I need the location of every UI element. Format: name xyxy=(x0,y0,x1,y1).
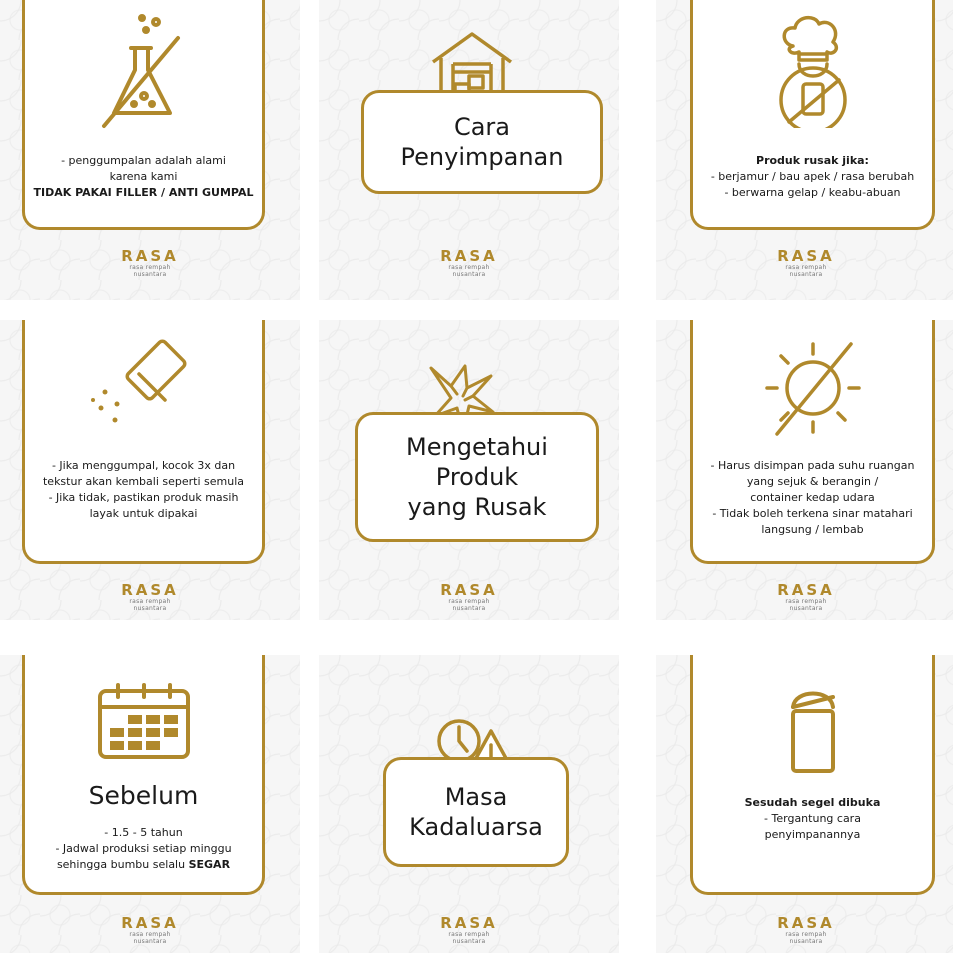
title-box xyxy=(355,412,599,542)
desc-line: - Harus disimpan pada suhu ruangan xyxy=(710,459,915,472)
no-sun-icon xyxy=(693,340,932,470)
tile-expiry-title xyxy=(319,655,619,953)
info-card xyxy=(22,0,265,230)
open-jar-icon xyxy=(693,681,932,811)
desc-line: - Jika menggumpal, kocok 3x dan xyxy=(51,459,236,472)
tile-best-before xyxy=(0,655,300,953)
desc-line: - Jadwal produksi setiap minggu xyxy=(55,842,232,855)
title-line: Produk xyxy=(435,463,519,491)
title-line: Mengetahui xyxy=(406,433,548,461)
tile-after-opening xyxy=(656,655,953,953)
tile-storage-title xyxy=(319,0,619,300)
title-line: yang Rusak xyxy=(407,493,547,521)
no-flask-icon xyxy=(25,8,262,138)
desc-line: - berjamur / bau apek / rasa berubah xyxy=(710,170,915,183)
desc-line: sehingga bumbu selalu SEGAR xyxy=(56,858,231,871)
info-card xyxy=(690,655,935,895)
brand-logo: RASA rasa rempah nusantara xyxy=(121,581,179,612)
desc-line: - 1.5 - 5 tahun xyxy=(104,826,183,839)
desc-line: container kedap udara xyxy=(750,491,875,504)
brand-logo: RASA rasa rempah nusantara xyxy=(777,247,835,278)
desc-line: Sesudah segel dibuka xyxy=(744,796,881,809)
info-card xyxy=(22,320,265,564)
desc-line: langsung / lembab xyxy=(761,523,864,536)
brand-logo: RASA rasa rempah nusantara xyxy=(440,914,498,945)
tile-clumping xyxy=(0,320,300,620)
desc-line: tekstur akan kembali seperti semula xyxy=(42,475,245,488)
shaker-icon xyxy=(25,334,262,464)
desc-line: yang sejuk & berangin / xyxy=(746,475,879,488)
tile-spoiled-product xyxy=(656,0,953,300)
brand-logo: RASA rasa rempah nusantara xyxy=(777,914,835,945)
info-card xyxy=(22,655,265,895)
brand-logo: RASA rasa rempah nusantara xyxy=(121,247,179,278)
title-line: Masa xyxy=(444,783,508,811)
desc-line: - Tidak boleh terkena sinar matahari xyxy=(712,507,913,520)
card-title: Sebelum xyxy=(88,781,199,810)
title-line: Cara xyxy=(453,113,511,141)
tile-no-filler xyxy=(0,0,300,300)
desc-line: TIDAK PAKAI FILLER / ANTI GUMPAL xyxy=(33,186,254,199)
title-box xyxy=(361,90,603,194)
desc-line: penyimpanannya xyxy=(764,828,861,841)
desc-line: karena kami xyxy=(109,170,178,183)
desc-line: - Jika tidak, pastikan produk masih xyxy=(48,491,239,504)
brand-logo: RASA rasa rempah nusantara xyxy=(440,581,498,612)
title-line: Kadaluarsa xyxy=(409,813,543,841)
desc-line: - penggumpalan adalah alami xyxy=(61,154,226,167)
chef-no-icon xyxy=(693,8,932,138)
info-card xyxy=(690,0,935,230)
tile-spoiled-title xyxy=(319,320,619,620)
title-line: Penyimpanan xyxy=(400,143,564,171)
brand-logo: RASA rasa rempah nusantara xyxy=(121,914,179,945)
title-box xyxy=(383,757,569,867)
desc-line: - Tergantung cara xyxy=(764,812,861,825)
desc-line: Produk rusak jika: xyxy=(756,154,869,167)
info-card xyxy=(690,320,935,564)
desc-line: - berwarna gelap / keabu-abuan xyxy=(724,186,901,199)
desc-line: layak untuk dipakai xyxy=(89,507,198,520)
tile-storage-rules xyxy=(656,320,953,620)
brand-logo: RASA rasa rempah nusantara xyxy=(777,581,835,612)
brand-logo: RASA rasa rempah nusantara xyxy=(440,247,498,278)
